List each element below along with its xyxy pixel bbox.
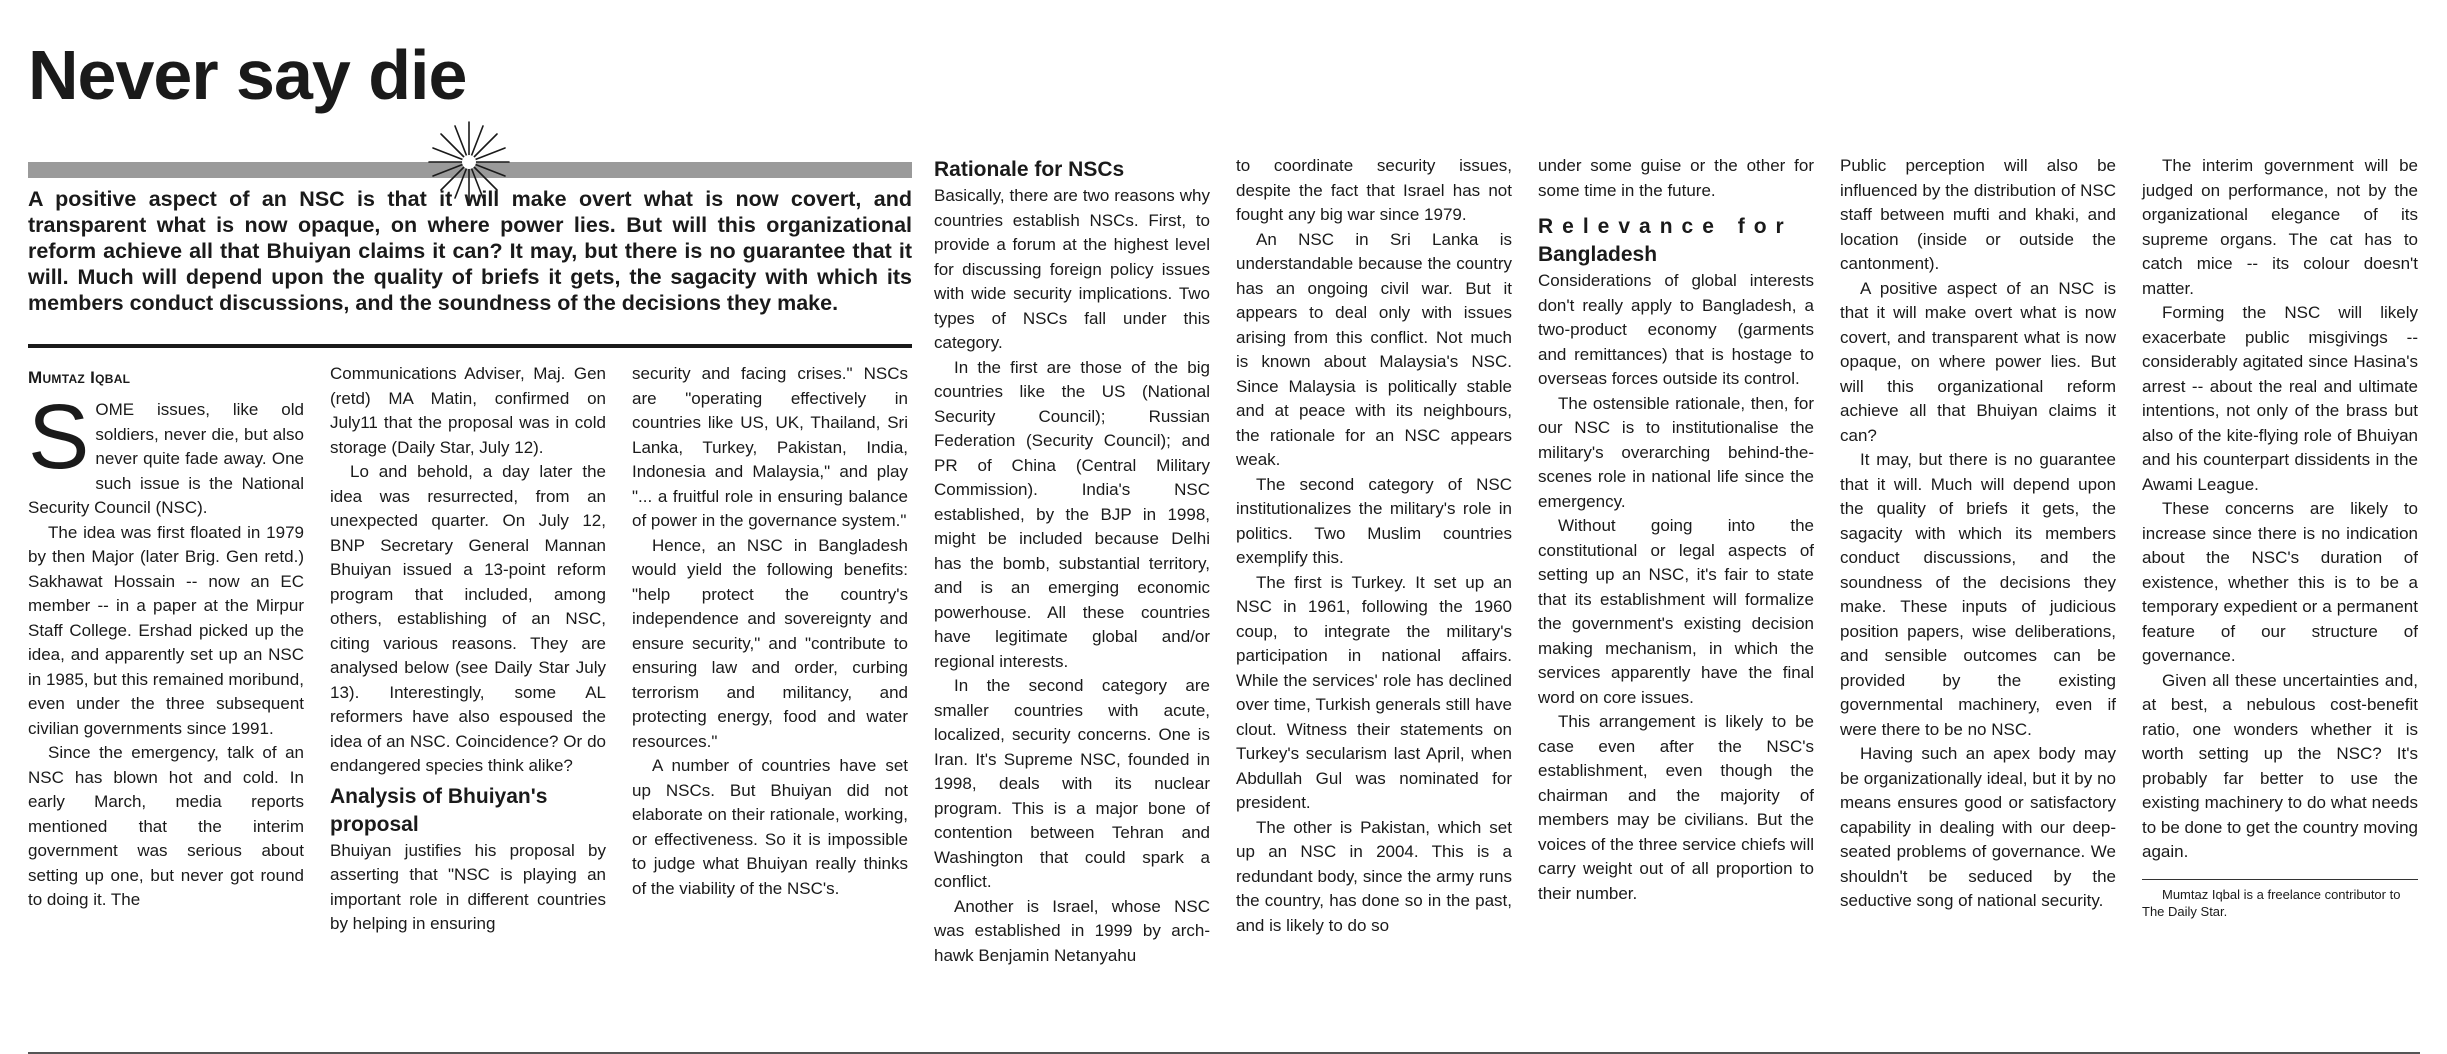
paragraph: The idea was first floated in 1979 by then Major (later Brig. Gen retd.) Sakhawat Hossain -- now an EC member -- in a paper at the Mirpur Staff College. Ershad picked up the idea, and apparently set up an NSC in 1985, but this remained moribund, even under the three subsequent civilian governments since 1991. <box>28 522 304 738</box>
paragraph: The other is Pakistan, which set up an NSC in 2004. This is a redundant body, since the army runs the country, has done so in the past, and is likely to do so <box>1236 817 1512 935</box>
paragraph: Forming the NSC will likely exacerbate public misgivings -- considerably agitated since Hasina's arrest -- about the real and ultimate intentions, not only of the brass but also of the kite-flying role of Bhuiyan and his counterpart dissidents in the Awami League. <box>2142 303 2418 494</box>
paragraph: Basically, there are two reasons why countries establish NSCs. First, to provide a forum at the highest level for discussing foreign policy issues with wide security implications. Two types of NSCs fall under this category. <box>934 186 1210 352</box>
paragraph: This arrangement is likely to be case even after the NSC's establishment, even though the chairman and the majority of members may be civilians. But the voices of the three service chiefs will carry weight out of all proportion to their number. <box>1538 712 1814 903</box>
paragraph: to coordinate security issues, despite the fact that Israel has not fought any big war since 1979. <box>1236 156 1512 224</box>
lede-divider <box>28 344 912 348</box>
subheading: Rationale for NSCs <box>934 158 1125 181</box>
paragraph: An NSC in Sri Lanka is understandable because the country has an ongoing civil war. But it appears to deal only with issues arising from this conflict. Not much is known about Malaysia's NSC. Since Malaysia is politically stable and at peace with its neighbours, the rationale for an NSC appears weak. <box>1236 229 1512 469</box>
paragraph: security and facing crises." NSCs are "operating effectively in countries like US, UK, Thailand, Sri Lanka, Turkey, Pakistan, India, Indonesia and Malaysia," and play "... a fruitful role in ensuring balance of power in the governance system." <box>632 364 908 530</box>
column-6 <box>1538 154 1814 906</box>
author-footnote: Mumtaz Iqbal is a freelance contributor to The Daily Star. <box>2142 886 2401 919</box>
footnote-divider <box>2142 879 2418 880</box>
column-1 <box>28 386 304 913</box>
column-4 <box>934 152 1210 968</box>
headline: Never say die <box>28 36 467 114</box>
paragraph: Another is Israel, whose NSC was established in 1999 by arch-hawk Benjamin Netanyahu <box>934 896 1210 965</box>
paragraph: Without going into the constitutional or legal aspects of setting up an NSC, it's fair to state that its establishment will formalize the government's existing decision making mechanism, in which the services apparently have the final word on core issues. <box>1538 516 1814 707</box>
paragraph: A positive aspect of an NSC is that it will make overt what is now covert, and transparent what is now opaque, on where power lies. But will this organizational reform achieve all that Bhuiyan claims it can? <box>1840 278 2116 445</box>
paragraph: Having such an apex body may be organizationally ideal, but it by no means ensures good or satisfactory capability in dealing with our deep-seated problems of governance. We shouldn't be seduced by the seductive song of national security. <box>1840 744 2116 910</box>
paragraph: These concerns are likely to increase since there is no indication about the NSC's duration of existence, whether this is to be a temporary expedient or a permanent feature of our structure of governance. <box>2142 499 2418 665</box>
paragraph: In the first are those of the big countries like the US (National Security Council); Russian Federation (Security Council); and PR of China (Central Military Commission). India's NSC established, by the BJP in 1998, might be included because Delhi has the bomb, substantial territory, and is an emerging economic powerhouse. All these countries have legitimate global and/or regional interests. <box>934 357 1210 671</box>
paragraph: Bhuiyan justifies his proposal by asserting that "NSC is playing an important role in different countries by helping in ensuring <box>330 840 606 933</box>
lede-summary: A positive aspect of an NSC is that it will make overt what is now covert, and transparent what is now opaque, on where power lies. But will this organizational reform achieve all that Bhuiyan claims it can? It may, but there is no guarantee that it will. Much will depend upon the quality of briefs it gets, the sagacity with which its members conduct discussions, and the soundness of the decisions they make. <box>28 187 912 315</box>
column-2 <box>330 362 606 937</box>
drop-cap: S <box>28 386 90 488</box>
paragraph: The interim government will be judged on performance, not by the organizational elegance of its supreme organs. The cat has to catch mice -- its colour doesn't matter. <box>2142 156 2418 298</box>
subheading: Relevance for <box>1538 215 1793 238</box>
paragraph: The second category of NSC institutionalizes the military's role in politics. Two Muslim countries exemplify this. <box>1236 474 1512 567</box>
paragraph: under some guise or the other for some time in the future. <box>1538 156 1814 200</box>
paragraph: Public perception will also be influenced by the distribution of NSC staff between mufti and khaki, and location (inside or outside the cantonment). <box>1840 156 2116 273</box>
column-3 <box>632 362 908 901</box>
paragraph: A number of countries have set up NSCs. But Bhuiyan did not elaborate on their rationale, working, or effectiveness. So it is impossible to judge what Bhuiyan really thinks of the viability of the NSC's. <box>632 756 908 898</box>
paragraph: The ostensible rationale, then, for our NSC is to institutionalise the military's overarching behind-the-scenes role in national life since the emergency. <box>1538 393 1814 511</box>
paragraph: Hence, an NSC in Bangladesh would yield the following benefits: "help protect the country's independence and sovereignty and ensure security," and "contribute to ensuring law and order, curbing terrorism and militancy, and protecting energy, food and water resources." <box>632 535 908 751</box>
paragraph: SOME issues, like old soldiers, never die, but also never quite fade away. One such issue is the National Security Council (NSC). <box>28 386 304 517</box>
paragraph: In the second category are smaller countries with acute, localized, security concerns. One is Iran. It's Supreme NSC, founded in 1998, deals with its nuclear program. This is a major bone of contention between Tehran and Washington that could spark a conflict. <box>934 676 1210 891</box>
paragraph: Lo and behold, a day later the idea was resurrected, from an unexpected quarter. On July 12, BNP Secretary General Mannan Bhuiyan issued a 13-point reform program that included, among others, establishing of an NSC, citing various reasons. They are analysed below (see Daily Star July 13). Interestingly, some AL reformers have also espoused the idea of an NSC. Coincidence? Or do endangered species think alike? <box>330 462 606 775</box>
paragraph: The first is Turkey. It set up an NSC in 1961, following the 1960 coup, to integrate the military's participation in national affairs. While the services' role has declined over time, Turkish generals still have clout. Witness their statements on Turkey's secularism last April, when Abdullah Gul was nominated for president. <box>1236 572 1512 812</box>
paragraph: Communications Adviser, Maj. Gen (retd) MA Matin, confirmed on July11 that the proposal was in cold storage (Daily Star, July 12). <box>330 364 606 457</box>
subheading: Analysis of Bhuiyan's proposal <box>330 784 548 836</box>
subheading-continued: Bangladesh <box>1538 243 1658 266</box>
paragraph: Since the emergency, talk of an NSC has blown hot and cold. In early March, media reports mentioned that the interim government was serious about setting up one, but never got round to doing it. The <box>28 743 304 909</box>
byline: Mumtaz Iqbal <box>28 368 131 387</box>
column-8 <box>2142 154 2418 920</box>
column-5 <box>1236 154 1512 938</box>
column-7 <box>1840 154 2116 914</box>
paragraph: Given all these uncertainties and, at best, a nebulous cost-benefit ratio, one wonders whether it is worth setting up the NSC? It's probably far better to use the existing machinery to do what needs to be done to get the country moving again. <box>2142 670 2418 861</box>
paragraph: It may, but there is no guarantee that it will. Much will depend upon the quality of briefs it gets, the sagacity with which its members conduct discussions, and the soundness of the decisions they make. These inputs of judicious position papers, wise deliberations, and sensible outcomes can be provided by the existing governmental machinery, even if were there to be no NSC. <box>1840 450 2116 739</box>
paragraph: Considerations of global interests don't really apply to Bangladesh, a two-product economy (garments and remittances) that is hostage to overseas forces outside its control. <box>1538 271 1814 388</box>
